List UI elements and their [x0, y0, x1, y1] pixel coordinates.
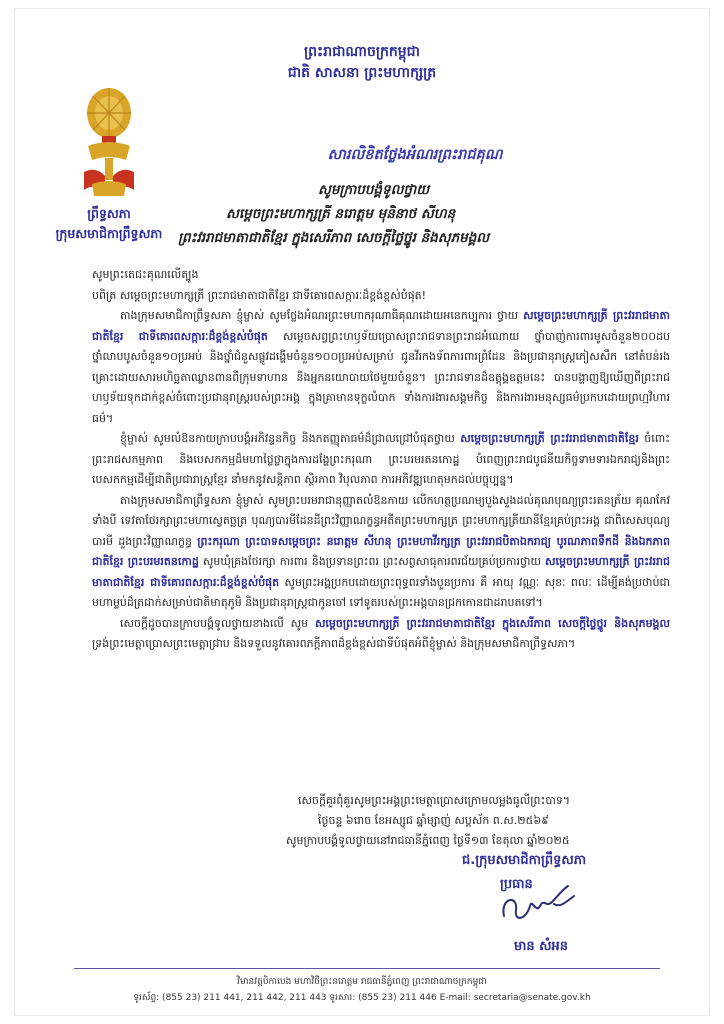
national-motto: ជាតិ សាសនា ព្រះមហាក្សត្រ [287, 65, 437, 81]
letter-body [92, 265, 670, 655]
letter-title: សារលិខិតថ្លែងអំណរព្រះរាជគុណ [327, 147, 503, 163]
handwritten-signature-icon [496, 876, 582, 932]
footer-contact: ទូរស័ព្ទ: (855 23) 211 441, 211 442, 211 443 ទូរសារ: (855 23) 211 446 E-mail: secretaria@senate.gov.kh [133, 993, 591, 1003]
paragraph-3: តាងក្រុមសមាជិកាព្រឹទ្ធសភា ខ្ញុំម្ចាស់ សូមព្រះបរមរាជានុញ្ញាតលំឱនកាយ លើកហត្ថប្រណម្យបួងសួងដល់គុណបុណ្យព្រះរតនត្រ័យ គុណកែវទាំងបី ទេវតាថែរក្សាព្រះមហាស្វេតច្ឆត្រ បុណ្យបារមីដែនដីព្រះវិញ្ញាណក្ខន្ធអតីតព្រះមហាក្សត្រ ព្រះមហាក្សត្រីយានីខ្មែរគ្រប់ព្រះអង្គ ជាពិសេសបុណ្យបារមី ដួងព្រះវិញ្ញាណក្ខន្ធ ព្រះករុណា ព្រះបាទសម្តេចព្រះ នរោត្តម សីហនុ ព្រះមហាវីរក្សត្រ ព្រះវររាជបិតាឯករាជ្យ បូរណភាពទឹកដី និងឯកភាពជាតិខ្មែរ ព្រះបរមរតនកោដ្ឋ សូមឃុំគ្រងថែរក្សា ការពារ និងប្រទានព្រះពរ ព្រះសព្វសាធុការពរជ័យគ្រប់ប្រការថ្វាយ សម្តេចព្រះមហាក្សត្រី ព្រះវររាជមាតាជាតិខ្មែរ ជាទីគោរពសក្ការៈដ៏ខ្ពង់ខ្ពស់បំផុត សូមព្រះអង្គប្រកបដោយព្រះពុទ្ធពរទាំងបួនប្រការ គឺ អាយុ វណ្ណៈ សុខៈ ពលៈ ដើម្បីគង់ប្រថាប់ជាមហាម្លប់ដ៏ត្រជាក់សម្រាប់ជាតិមាតុភូមិ និងប្រជានុរាស្ត្រជាកូនចៅ ទៅទូតរបស់ព្រះអង្គបានជ្រកកោនជាដរាបតទៅ។ [92, 493, 671, 609]
paragraph-4: សេចក្តីដូចបានក្រាបបង្គំទូលថ្វាយខាងលើ សូម សម្តេចព្រះមហាក្សត្រី ព្រះវររាជមាតាជាតិខ្មែរ ក្នុងសេរីភាព សេចក្តីថ្លៃថ្នូរ និងសុភមង្គល ទ្រង់ព្រះមេត្តាប្រោសព្រះមេត្តាជ្រាប និងទទួលនូវគោរពភក្តីភាពដ៏ខ្ពង់ខ្ពស់ជាទីបំផុតអំពីខ្ញុំម្ចាស់ និងក្រុមសមាជិកាព្រឹទ្ធសភា។ [92, 616, 671, 650]
signer-name: មាន សំអន [514, 939, 569, 954]
footer-address: វិមានវត្តបិកាបេង មហាវិថីព្រះនរោត្តម រាជធានីភ្នំពេញ ព្រះរាជាណាចក្រកម្ពុជា [237, 977, 487, 987]
salutation: សូមព្រះតេជះគុណលើត្បូង [92, 268, 199, 281]
senate-committee-label: ក្រុមសមាជិកាព្រឹទ្ធសភា [55, 226, 163, 241]
solar-date: សូមក្រាបបង្គំទូលថ្វាយនៅរាជធានីភ្នំពេញ ថ្ងៃទី១៣ ខែតុលា ឆ្នាំ២០២៥ [286, 834, 570, 847]
on-behalf-of: ជ.ក្រុមសមាជិកាព្រឹទ្ធសភា [462, 853, 587, 868]
address-line-3: ព្រះវររាជមាតាជាតិខ្មែរ ក្នុងសេរីភាព សេចក្តីថ្លៃថ្នូរ និងសុភមង្គល [178, 230, 490, 246]
lunar-date: ថ្ងៃចន្ទ ៦រោច ខែអស្សុជ ឆ្នាំម្សាញ់ សប្តស័ក ព.ស.២៥៦៩ [318, 814, 549, 827]
address-sentence: បពិត្រ សម្តេចព្រះមហាក្សត្រី ព្រះរាជមាតាជាតិខ្មែរ ជាទីគោរពសក្ការៈដ៏ខ្ពង់ខ្ពស់បំផុត! [92, 288, 427, 302]
paragraph-1: តាងក្រុមសមាជិកាព្រឹទ្ធសភា ខ្ញុំម្ចាស់ សូមថ្លែងអំណរព្រះមហាករុណាធិគុណដោយអនេកប្បការ ថ្វាយ សម្តេចព្រះមហាក្សត្រី ព្រះវររាជមាតាជាតិខ្មែរ ជាទីគោរពសក្ការៈដ៏ខ្ពង់ខ្ពស់បំផុត សម្តេចសព្វព្រះហឫទ័យប្រោសព្រះរាជទានព្រះរាជអំណោយ ថ្នាំបាញ់ការពារមូសចំនួន២០០ដប ថ្នាំលាបបូសចំនួន១០ប្រអប់ និងថ្នាំជំនួសផ្លូវដង្ហើមចំនួន១០០ប្រអប់សម្រាប់ ជូនវីរកងទ័ពការពារព្រំដែន និងប្រជានុរាស្ត្រភៀសសឹក នៅតំបន់រងគ្រោះដោយសារមហិច្ឆតាឈ្លានពានពីក្រុមទាហាន និងអ្នកនយោបាយថៃមួយចំនួន។ ព្រះរាជទានដ៏ឧត្តុង្គឧត្តមនេះ បានបង្ហាញឱ្យឃើញពីព្រះរាជហឫទ័យទុកដាក់ខ្ពស់ចំពោះប្រជានុរាស្ត្ររបស់ព្រះអង្គ ក្នុងគ្រាមានទុក្ខលំបាក ទាំងការងារសង្គមកិច្ច និងការងារមនុស្សធម៌ប្រកបដោយព្រហ្មវិហារធម៌។ [92, 309, 671, 425]
footer-divider [74, 968, 660, 969]
senate-emblem-icon [78, 80, 140, 198]
signer-position: ប្រធាន [500, 877, 533, 892]
closing-formula: សេចក្តីគួរពុំគួរសូមព្រះអង្គព្រះមេត្តាប្រោសក្រោមលម្អងធូលីព្រះបាទ។ [298, 794, 571, 807]
address-line-2: សម្តេចព្រះមហាក្សត្រី នរោត្តម មុនិនាថ សីហនុ [226, 206, 456, 222]
kingdom-name: ព្រះរាជាណាចក្រកម្ពុជា [303, 44, 420, 60]
paragraph-2: ខ្ញុំម្ចាស់ សូមលំឱនកាយក្រាបបង្គំអភិវន្ទនកិច្ច និងកតញ្ញុតាធម៌ដ៏ជ្រាលជ្រៅបំផុតថ្វាយ សម្តេចព្រះមហាក្សត្រី ព្រះវររាជមាតាជាតិខ្មែរ ចំពោះព្រះរាជសកម្មភាព និងបេសកកម្មដ៏មហាថ្លៃថ្លាក្នុងការដង្ហែព្រះករុណា ព្រះបរមរតនកោដ្ឋ បំពេញព្រះរាជបូជនីយកិច្ចទាមទារឯករាជ្យនិងព្រះបេសកកម្មដើម្បីជាតិប្រជារាស្ត្រខ្មែរ នាំមកនូវសន្តិភាព ស្ថិរភាព វិបុលភាព ការអភិវឌ្ឍហេតុមកដល់បច្ចុប្បន្ន។ [92, 432, 670, 486]
address-line-1: សូមក្រាបបង្គំទូលថ្វាយ [318, 182, 430, 198]
senate-label: ព្រឹទ្ធសភា [87, 206, 131, 221]
